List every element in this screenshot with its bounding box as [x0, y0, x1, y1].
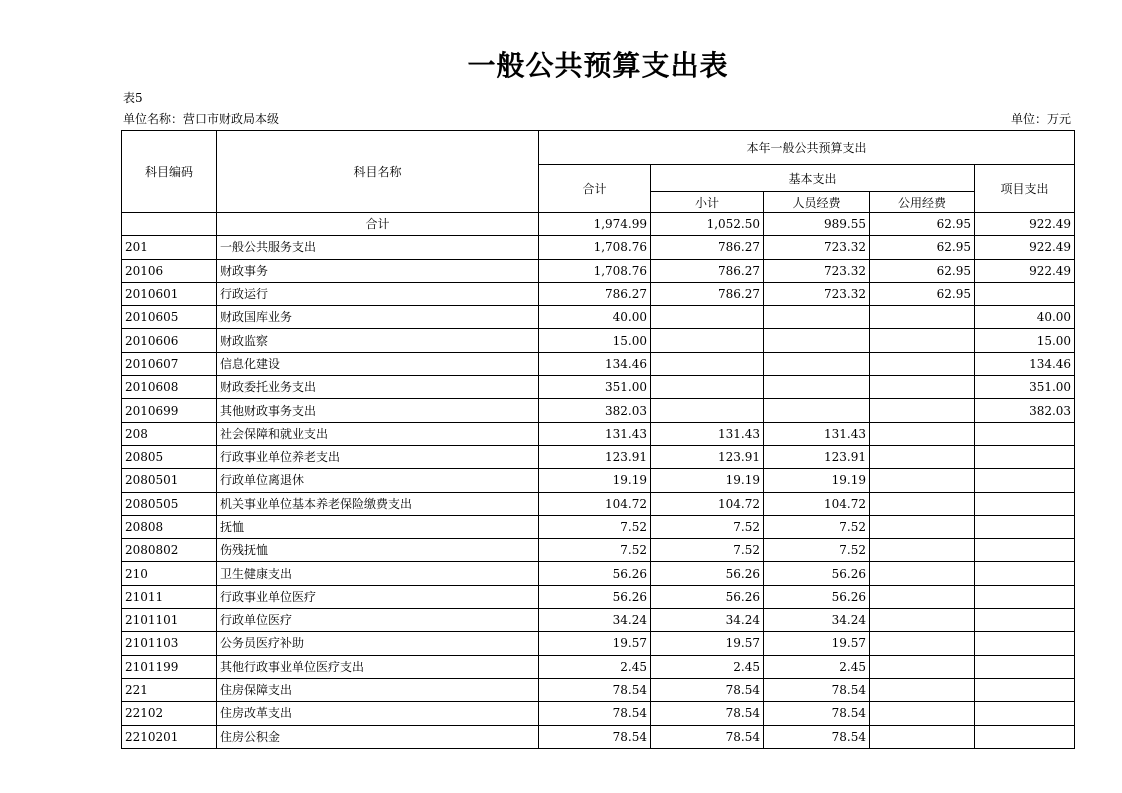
- cell-name: 行政事业单位养老支出: [217, 445, 539, 468]
- cell-personnel: 723.32: [764, 236, 870, 259]
- cell-code: 210: [122, 562, 217, 585]
- cell-total: 56.26: [539, 562, 651, 585]
- cell-personnel: 7.52: [764, 515, 870, 538]
- table-row: [122, 539, 1075, 562]
- header-subtotal: 小计: [651, 192, 764, 213]
- table-row: [122, 585, 1075, 608]
- cell-code: 221: [122, 678, 217, 701]
- cell-project: [975, 515, 1075, 538]
- cell-total: 134.46: [539, 352, 651, 375]
- table-row: [122, 376, 1075, 399]
- cell-code: [122, 213, 217, 236]
- cell-project: 134.46: [975, 352, 1075, 375]
- cell-public: [870, 585, 975, 608]
- cell-code: 2010605: [122, 306, 217, 329]
- cell-name: 公务员医疗补助: [217, 632, 539, 655]
- cell-project: [975, 539, 1075, 562]
- cell-code: 2010608: [122, 376, 217, 399]
- cell-total: 2.45: [539, 655, 651, 678]
- cell-public: 62.95: [870, 259, 975, 282]
- table-row: [122, 213, 1075, 236]
- cell-code: 208: [122, 422, 217, 445]
- cell-name: 伤残抚恤: [217, 539, 539, 562]
- cell-total: 34.24: [539, 609, 651, 632]
- cell-subtotal: [651, 329, 764, 352]
- cell-public: 62.95: [870, 236, 975, 259]
- cell-name: 合计: [217, 213, 539, 236]
- cell-subtotal: 131.43: [651, 422, 764, 445]
- table-row: [122, 655, 1075, 678]
- cell-subtotal: 78.54: [651, 725, 764, 748]
- cell-code: 2010607: [122, 352, 217, 375]
- cell-project: [975, 678, 1075, 701]
- header-name: 科目名称: [217, 131, 539, 213]
- unit-label: 单位：万元: [1010, 112, 1071, 126]
- cell-code: 2010699: [122, 399, 217, 422]
- cell-project: [975, 492, 1075, 515]
- cell-total: 56.26: [539, 585, 651, 608]
- cell-name: 社会保障和就业支出: [217, 422, 539, 445]
- cell-personnel: 2.45: [764, 655, 870, 678]
- cell-total: 1,974.99: [539, 213, 651, 236]
- table-row: [122, 632, 1075, 655]
- cell-code: 2010606: [122, 329, 217, 352]
- table-row: [122, 469, 1075, 492]
- table-number: 表5: [123, 91, 143, 105]
- table-row: [122, 702, 1075, 725]
- cell-subtotal: 1,052.50: [651, 213, 764, 236]
- cell-total: 19.57: [539, 632, 651, 655]
- cell-personnel: 78.54: [764, 702, 870, 725]
- cell-name: 卫生健康支出: [217, 562, 539, 585]
- header-code: 科目编码: [122, 131, 217, 213]
- cell-name: 其他行政事业单位医疗支出: [217, 655, 539, 678]
- unit-name: 单位名称：营口市财政局本级: [123, 112, 280, 126]
- cell-total: 1,708.76: [539, 236, 651, 259]
- cell-personnel: [764, 306, 870, 329]
- cell-public: [870, 539, 975, 562]
- cell-project: [975, 725, 1075, 748]
- cell-code: 201: [122, 236, 217, 259]
- cell-public: [870, 492, 975, 515]
- cell-public: [870, 422, 975, 445]
- cell-subtotal: 7.52: [651, 515, 764, 538]
- cell-total: 104.72: [539, 492, 651, 515]
- cell-code: 20106: [122, 259, 217, 282]
- cell-name: 住房改革支出: [217, 702, 539, 725]
- cell-total: 78.54: [539, 678, 651, 701]
- table-row: [122, 236, 1075, 259]
- cell-personnel: [764, 376, 870, 399]
- cell-project: 382.03: [975, 399, 1075, 422]
- header-project: 项目支出: [975, 165, 1075, 213]
- cell-code: 2080802: [122, 539, 217, 562]
- header-current-year: 本年一般公共预算支出: [539, 131, 1075, 165]
- cell-name: 机关事业单位基本养老保险缴费支出: [217, 492, 539, 515]
- cell-name: 住房公积金: [217, 725, 539, 748]
- cell-project: [975, 702, 1075, 725]
- cell-subtotal: 34.24: [651, 609, 764, 632]
- cell-public: [870, 678, 975, 701]
- cell-total: 15.00: [539, 329, 651, 352]
- cell-project: [975, 469, 1075, 492]
- cell-total: 40.00: [539, 306, 651, 329]
- cell-subtotal: 78.54: [651, 678, 764, 701]
- cell-personnel: 104.72: [764, 492, 870, 515]
- cell-project: 351.00: [975, 376, 1075, 399]
- cell-subtotal: [651, 399, 764, 422]
- cell-personnel: 19.19: [764, 469, 870, 492]
- cell-project: 15.00: [975, 329, 1075, 352]
- cell-subtotal: 123.91: [651, 445, 764, 468]
- header-public: 公用经费: [870, 192, 975, 213]
- table-row: [122, 562, 1075, 585]
- cell-subtotal: 786.27: [651, 236, 764, 259]
- cell-public: [870, 609, 975, 632]
- cell-project: [975, 562, 1075, 585]
- cell-name: 行政单位离退休: [217, 469, 539, 492]
- cell-total: 78.54: [539, 702, 651, 725]
- cell-public: [870, 725, 975, 748]
- cell-total: 7.52: [539, 539, 651, 562]
- cell-personnel: 78.54: [764, 725, 870, 748]
- cell-subtotal: 786.27: [651, 259, 764, 282]
- cell-name: 行政单位医疗: [217, 609, 539, 632]
- cell-name: 财政监察: [217, 329, 539, 352]
- header-basic: 基本支出: [651, 165, 975, 192]
- cell-code: 2210201: [122, 725, 217, 748]
- cell-public: [870, 329, 975, 352]
- cell-public: [870, 632, 975, 655]
- cell-subtotal: 19.57: [651, 632, 764, 655]
- table-row: [122, 678, 1075, 701]
- cell-code: 20805: [122, 445, 217, 468]
- table-row: [122, 725, 1075, 748]
- cell-name: 财政事务: [217, 259, 539, 282]
- cell-subtotal: 2.45: [651, 655, 764, 678]
- cell-subtotal: [651, 306, 764, 329]
- cell-subtotal: 19.19: [651, 469, 764, 492]
- cell-personnel: 56.26: [764, 562, 870, 585]
- cell-subtotal: 786.27: [651, 282, 764, 305]
- cell-name: 住房保障支出: [217, 678, 539, 701]
- table-row: [122, 352, 1075, 375]
- header-total: 合计: [539, 165, 651, 213]
- table-row: [122, 399, 1075, 422]
- table-row: [122, 422, 1075, 445]
- cell-personnel: 78.54: [764, 678, 870, 701]
- cell-public: [870, 376, 975, 399]
- cell-project: 40.00: [975, 306, 1075, 329]
- cell-total: 7.52: [539, 515, 651, 538]
- cell-name: 抚恤: [217, 515, 539, 538]
- cell-name: 行政运行: [217, 282, 539, 305]
- cell-public: [870, 515, 975, 538]
- cell-public: [870, 702, 975, 725]
- cell-total: 123.91: [539, 445, 651, 468]
- cell-project: 922.49: [975, 259, 1075, 282]
- cell-total: 786.27: [539, 282, 651, 305]
- cell-name: 行政事业单位医疗: [217, 585, 539, 608]
- cell-code: 2010601: [122, 282, 217, 305]
- cell-personnel: 56.26: [764, 585, 870, 608]
- budget-table: [121, 130, 1075, 749]
- cell-public: [870, 352, 975, 375]
- cell-public: [870, 306, 975, 329]
- cell-subtotal: [651, 352, 764, 375]
- cell-project: 922.49: [975, 236, 1075, 259]
- table-row: [122, 492, 1075, 515]
- cell-subtotal: 7.52: [651, 539, 764, 562]
- cell-code: 22102: [122, 702, 217, 725]
- table-row: [122, 306, 1075, 329]
- cell-code: 21011: [122, 585, 217, 608]
- table-row: [122, 259, 1075, 282]
- cell-code: 2101103: [122, 632, 217, 655]
- cell-personnel: 34.24: [764, 609, 870, 632]
- header-personnel: 人员经费: [764, 192, 870, 213]
- cell-project: [975, 632, 1075, 655]
- cell-subtotal: 56.26: [651, 585, 764, 608]
- cell-public: 62.95: [870, 213, 975, 236]
- cell-code: 2080505: [122, 492, 217, 515]
- cell-code: 2101101: [122, 609, 217, 632]
- cell-personnel: 723.32: [764, 259, 870, 282]
- cell-code: 2101199: [122, 655, 217, 678]
- cell-total: 351.00: [539, 376, 651, 399]
- cell-name: 信息化建设: [217, 352, 539, 375]
- cell-project: [975, 422, 1075, 445]
- cell-total: 78.54: [539, 725, 651, 748]
- cell-personnel: 123.91: [764, 445, 870, 468]
- cell-name: 一般公共服务支出: [217, 236, 539, 259]
- cell-code: 2080501: [122, 469, 217, 492]
- cell-project: [975, 282, 1075, 305]
- cell-project: [975, 585, 1075, 608]
- cell-total: 131.43: [539, 422, 651, 445]
- cell-subtotal: 78.54: [651, 702, 764, 725]
- cell-public: [870, 469, 975, 492]
- cell-personnel: 19.57: [764, 632, 870, 655]
- cell-total: 1,708.76: [539, 259, 651, 282]
- table-row: [122, 282, 1075, 305]
- cell-public: [870, 399, 975, 422]
- cell-project: [975, 445, 1075, 468]
- cell-personnel: 723.32: [764, 282, 870, 305]
- cell-public: [870, 655, 975, 678]
- cell-name: 财政国库业务: [217, 306, 539, 329]
- cell-name: 财政委托业务支出: [217, 376, 539, 399]
- cell-total: 19.19: [539, 469, 651, 492]
- table-row: [122, 329, 1075, 352]
- cell-total: 382.03: [539, 399, 651, 422]
- cell-code: 20808: [122, 515, 217, 538]
- table-body: [122, 213, 1075, 749]
- cell-personnel: 131.43: [764, 422, 870, 445]
- cell-public: [870, 562, 975, 585]
- cell-public: 62.95: [870, 282, 975, 305]
- cell-subtotal: [651, 376, 764, 399]
- table-row: [122, 445, 1075, 468]
- cell-personnel: 7.52: [764, 539, 870, 562]
- cell-project: [975, 655, 1075, 678]
- cell-personnel: [764, 329, 870, 352]
- cell-subtotal: 56.26: [651, 562, 764, 585]
- cell-project: [975, 609, 1075, 632]
- cell-project: 922.49: [975, 213, 1075, 236]
- table-row: [122, 609, 1075, 632]
- cell-public: [870, 445, 975, 468]
- cell-personnel: 989.55: [764, 213, 870, 236]
- table-row: [122, 515, 1075, 538]
- cell-name: 其他财政事务支出: [217, 399, 539, 422]
- page-title: 一般公共预算支出表: [467, 49, 729, 82]
- cell-subtotal: 104.72: [651, 492, 764, 515]
- cell-personnel: [764, 352, 870, 375]
- cell-personnel: [764, 399, 870, 422]
